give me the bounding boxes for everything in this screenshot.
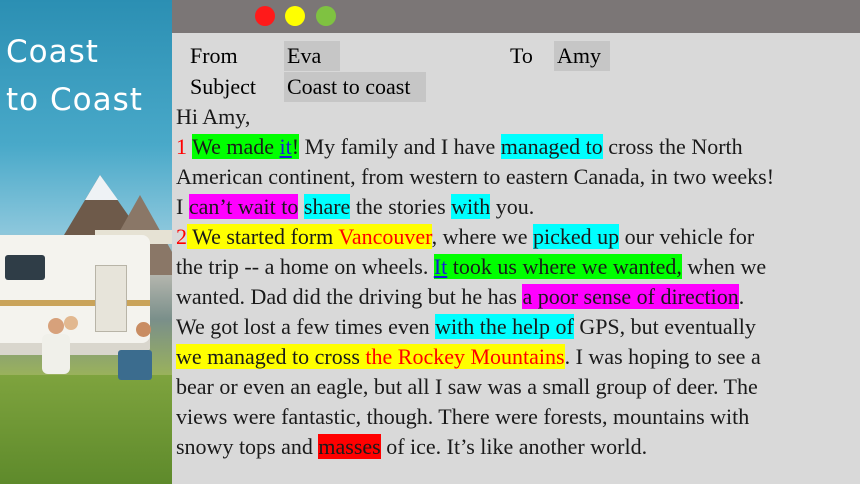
- rv-stripe: [0, 300, 150, 306]
- email-body[interactable]: [176, 102, 860, 462]
- to-field[interactable]: Amy: [554, 41, 610, 71]
- from-field[interactable]: Eva: [284, 41, 340, 71]
- body-line: views were fantastic, though. There were forests, mountains with: [176, 404, 750, 429]
- highlight-cant-wait-to: can’t wait to: [188, 194, 299, 219]
- grass-ground: [0, 375, 172, 484]
- body-line: 2 We started form Vancouver, where we picked up our vehicle for: [176, 224, 755, 249]
- body-line: 1 We made it! My family and I have managed to cross the North: [176, 134, 743, 159]
- highlight-masses: masses: [318, 434, 381, 459]
- rv-window: [5, 255, 45, 280]
- place-rockey-mountains: the Rockey Mountains: [365, 344, 565, 369]
- greeting: Hi Amy,: [176, 104, 251, 129]
- cover-title-line2: to Coast: [6, 82, 143, 118]
- cover-title: [6, 28, 172, 124]
- highlight-managed-to: managed to: [500, 134, 603, 159]
- highlight-with-the-help-of: with the help of: [435, 314, 574, 339]
- person-head: [48, 318, 64, 334]
- link-it[interactable]: It: [433, 254, 448, 279]
- highlight-we-made: We made it!: [192, 134, 300, 159]
- subject-label: Subject: [190, 74, 256, 99]
- body-line: bear or even an eagle, but all I saw was a small group of deer. The: [176, 374, 758, 399]
- to-label: To: [510, 43, 533, 68]
- highlight-share: share: [303, 194, 351, 219]
- child-head: [64, 316, 78, 330]
- cover-image: [0, 0, 172, 484]
- body-line: wanted. Dad did the driving but he has a poor sense of direction.: [176, 284, 745, 309]
- person-body: [42, 334, 70, 374]
- highlight-we-started: We started form Vancouver: [187, 224, 432, 249]
- maximize-button[interactable]: [316, 6, 336, 26]
- rv-vehicle: [0, 235, 150, 355]
- highlight-poor-sense: a poor sense of direction: [522, 284, 739, 309]
- body-line: American continent, from western to eastern Canada, in two weeks!: [176, 164, 775, 189]
- camp-chair: [118, 350, 152, 380]
- highlight-it-took-us: It took us where we wanted,: [433, 254, 682, 279]
- highlight-picked-up: picked up: [533, 224, 620, 249]
- person-head: [136, 322, 151, 337]
- body-line: We got lost a few times even with the help of GPS, but eventually: [176, 314, 756, 339]
- body-line: we managed to cross the Rockey Mountains. I was hoping to see a: [176, 344, 761, 369]
- snow-peak-shape: [85, 175, 118, 200]
- subject-field[interactable]: Coast to coast: [284, 72, 426, 102]
- highlight-managed-to-cross: we managed to cross the Rockey Mountains: [176, 344, 565, 369]
- place-vancouver: Vancouver: [338, 224, 432, 249]
- from-label: From: [190, 43, 238, 68]
- email-window: [172, 0, 860, 484]
- window-titlebar: [172, 0, 860, 33]
- paragraph-number: 1: [176, 134, 187, 159]
- close-button[interactable]: [255, 6, 275, 26]
- highlight-with: with: [451, 194, 491, 219]
- body-line: I can’t wait to share the stories with you.: [176, 194, 535, 219]
- paragraph-number: 2: [176, 224, 187, 249]
- minimize-button[interactable]: [285, 6, 305, 26]
- body-line: the trip -- a home on wheels. It took us where we wanted, when we: [176, 254, 767, 279]
- body-line: snowy tops and masses of ice. It’s like another world.: [176, 434, 648, 459]
- link-it[interactable]: it: [279, 134, 292, 159]
- rv-door: [95, 265, 127, 332]
- cover-title-line1: Coast: [6, 34, 99, 70]
